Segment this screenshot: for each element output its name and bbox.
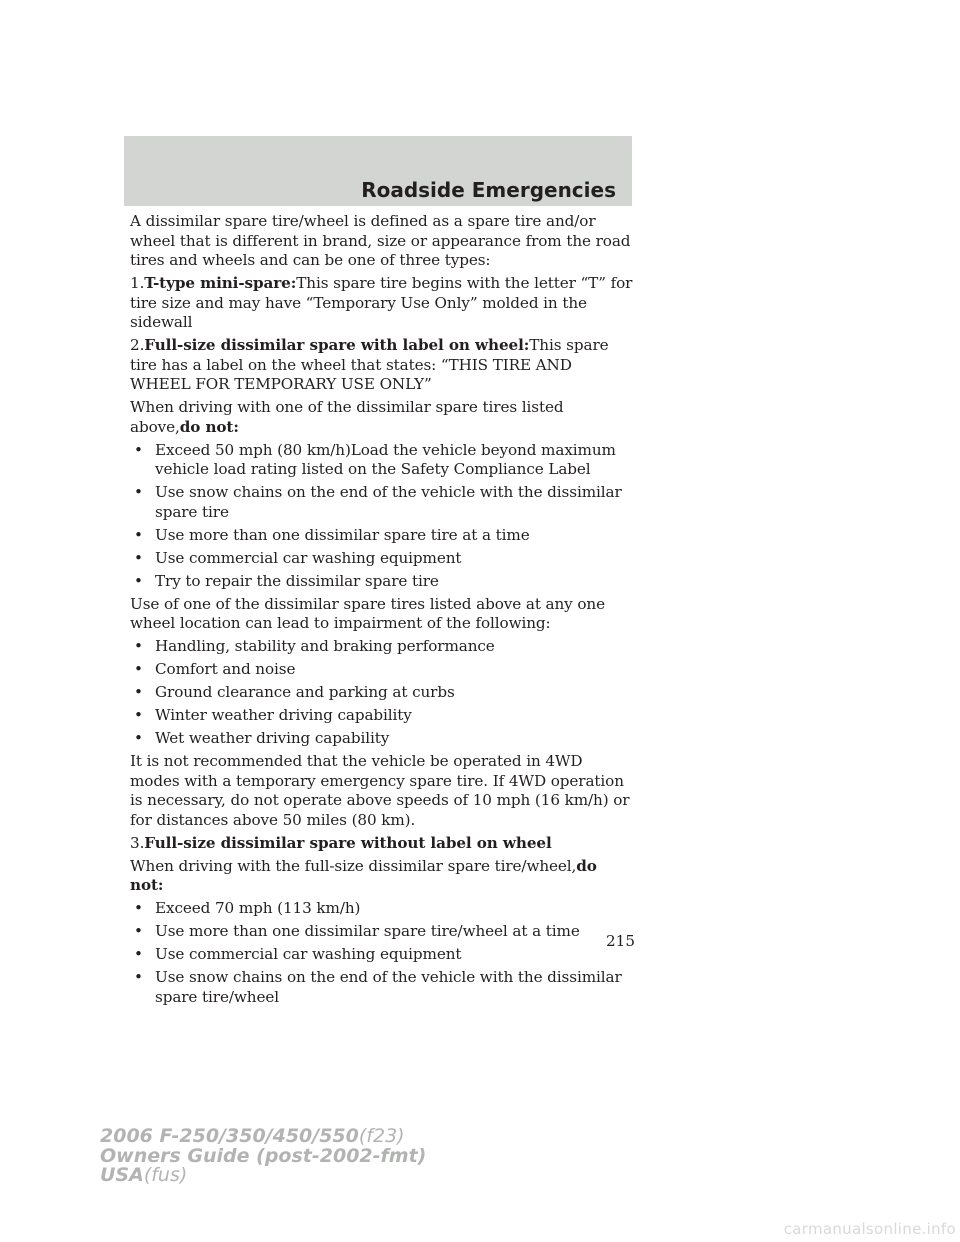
bullet-icon: • xyxy=(134,525,143,544)
watermark: carmanualsonline.info xyxy=(783,1220,956,1238)
list-item-text: Use more than one dissimilar spare tire/wheel at a time xyxy=(155,922,580,940)
footer-region-code: (fus) xyxy=(143,1164,188,1186)
do-not-label-1: do not: xyxy=(179,417,239,436)
footer-model: 2006 F-250/350/450/550 xyxy=(100,1125,359,1147)
type-2-text: This spare tire has a label on the wheel that states: “THIS TIRE AND WHEEL FOR TEMPORARY USE ONLY” xyxy=(130,336,609,393)
list-item-text: Comfort and noise xyxy=(155,660,296,678)
bullet-icon: • xyxy=(134,899,143,917)
intro-paragraph: A dissimilar spare tire/wheel is defined as a spare tire and/or wheel that is different in brand, size or appearance from the road tires and wheels and can be one of three types: xyxy=(130,212,631,269)
type-2-label: Full-size dissimilar spare with label on wheel: xyxy=(144,336,530,354)
list-item-text: Use commercial car washing equipment xyxy=(155,548,462,567)
list-item-text: Exceed 70 mph (113 km/h) xyxy=(155,899,361,917)
list-item-text: Handling, stability and braking performance xyxy=(155,637,495,655)
when-driving-text-1: When driving with one of the dissimilar spare tires listed above, xyxy=(130,398,564,436)
bullet-icon: • xyxy=(134,637,143,655)
list-item xyxy=(130,526,635,546)
bullet-icon: • xyxy=(134,440,143,459)
list-item xyxy=(130,729,635,749)
bullet-icon: • xyxy=(134,660,143,678)
bullet-icon: • xyxy=(134,706,143,724)
list-item-text: Exceed 50 mph (80 km/h)Load the vehicle beyond maximum vehicle load rating listed on the Safety Compliance Label xyxy=(155,440,616,478)
bullet-icon: • xyxy=(134,683,143,701)
page-content xyxy=(130,212,635,1011)
type-1-label: T-type mini-spare: xyxy=(144,274,297,292)
bullet-icon: • xyxy=(134,729,143,747)
list-item xyxy=(130,637,635,657)
list-item xyxy=(130,968,635,1007)
page-number: 215 xyxy=(606,932,635,950)
list-item-text: Use more than one dissimilar spare tire at a time xyxy=(155,525,530,544)
list-item xyxy=(130,706,635,726)
impairment-paragraph: Use of one of the dissimilar spare tires listed above at any one wheel location can lead to impairment of the following: xyxy=(130,594,606,632)
list-item-text: Try to repair the dissimilar spare tire xyxy=(155,571,439,590)
list-item-text: Ground clearance and parking at curbs xyxy=(155,683,455,701)
type-1-paragraph xyxy=(130,274,635,333)
list-item-text: Wet weather driving capability xyxy=(155,729,390,747)
list-item xyxy=(130,549,635,569)
footer-guide: Owners Guide (post-2002-fmt) xyxy=(100,1144,427,1167)
when-driving-text-2: When driving with the full-size dissimilar spare tire/wheel, xyxy=(130,856,577,875)
list-item xyxy=(130,483,635,522)
bullet-icon: • xyxy=(134,922,143,940)
footer-model-code: (f23) xyxy=(358,1125,405,1147)
section-header-box xyxy=(124,136,632,206)
list-item xyxy=(130,899,635,919)
list-item-text: Use snow chains on the end of the vehicle with the dissimilar spare tire/wheel xyxy=(155,968,622,1006)
bullet-icon: • xyxy=(134,968,143,986)
type-2-paragraph xyxy=(130,336,635,395)
bullet-icon: • xyxy=(134,483,143,501)
list-item xyxy=(130,922,635,942)
type-2-number: 2. xyxy=(130,336,145,354)
type-1-number: 1. xyxy=(130,274,145,292)
when-driving-paragraph-1 xyxy=(130,398,635,437)
list-item-text: Winter weather driving capability xyxy=(155,706,412,724)
list-item xyxy=(130,572,635,592)
4wd-paragraph: It is not recommended that the vehicle be operated in 4WD modes with a temporary emergency spare tire. If 4WD operation is necessary, do not operate above speeds of 10 mph (16 km/h) or for distances above 50 miles (80 km). xyxy=(130,752,630,829)
list-item xyxy=(130,945,635,965)
type-3-label: Full-size dissimilar spare without label on wheel xyxy=(144,833,552,852)
do-not-label-2: do not: xyxy=(130,856,597,894)
list-item-text: Use snow chains on the end of the vehicle with the dissimilar spare tire xyxy=(155,483,622,521)
when-driving-paragraph-2 xyxy=(130,857,635,896)
document-footer xyxy=(100,1127,426,1186)
type-3-paragraph xyxy=(130,834,635,854)
type-3-number: 3. xyxy=(130,833,145,852)
bullet-icon: • xyxy=(134,571,143,590)
section-title: Roadside Emergencies xyxy=(361,178,616,202)
list-item xyxy=(130,441,635,480)
footer-region: USA xyxy=(100,1164,144,1186)
list-item-text: Use commercial car washing equipment xyxy=(155,945,462,963)
bullet-icon: • xyxy=(134,548,143,567)
bullet-icon: • xyxy=(134,945,143,963)
list-item xyxy=(130,683,635,703)
footer-line-3 xyxy=(100,1166,426,1186)
type-1-text: This spare tire begins with the letter “T” for tire size and may have “Temporary Use Only” molded in the sidewall xyxy=(130,274,633,331)
list-item xyxy=(130,660,635,680)
